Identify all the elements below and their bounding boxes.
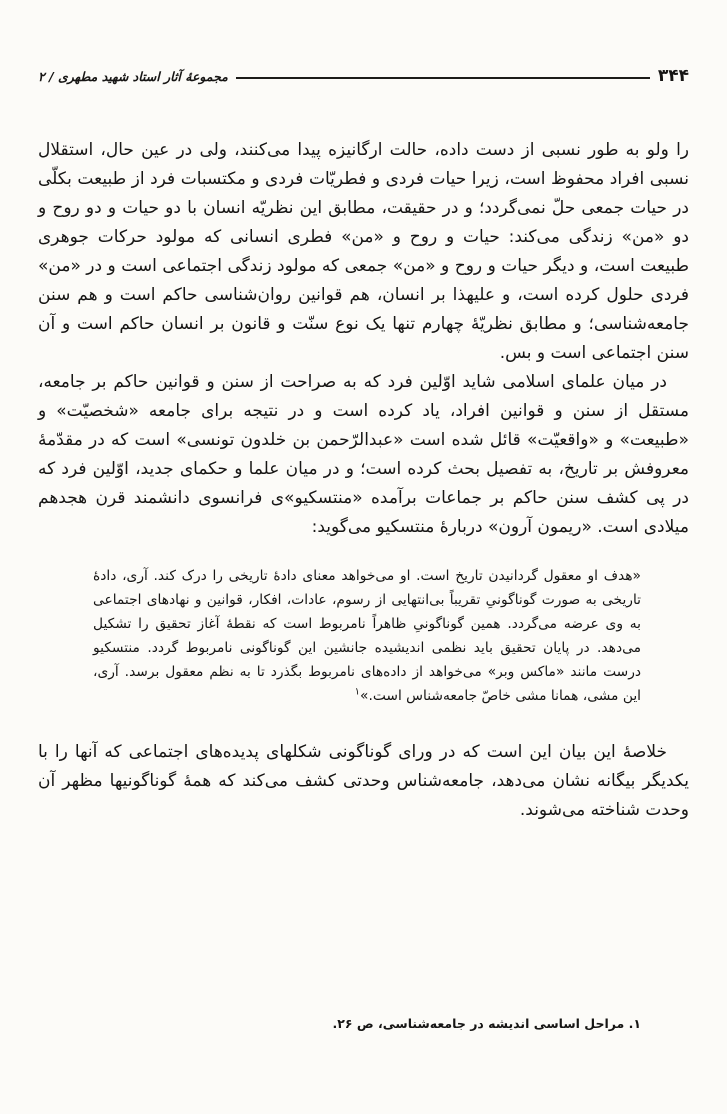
header-rule (236, 77, 650, 79)
page-body (38, 136, 689, 825)
header-book-title: مجموعهٔ آثار استاد شهید مطهری / ۲ (38, 68, 228, 84)
paragraph-continuation: را ولو به طور نسبی از دست داده، حالت ارگانیزه پیدا می‌کنند، ولی در عین حال، استقلال نسبی افراد محفوظ است، زیرا حیات فردی و فطریّات فردی و مکتسبات فرد از طبیعت بکلّی در حیات جمعی حلّ نمی‌گردد؛ و در حقیقت، مطابق این نظریّه انسان با دو حیات و دو روح و دو «من» زندگی می‌کند: حیات و روح و «من» فطری انسانی که مولود حرکات جوهری طبیعت است، و دیگر حیات و روح و «من» جمعی که مولود زندگی اجتماعی است و در «من» فردی حلول کرده است، و علیهذا بر انسان، هم قوانین روان‌شناسی حاکم است و هم سنن جامعه‌شناسی؛ و مطابق نظریّهٔ چهارم تنها یک نوع سنّت و قانون بر انسان حاکم است و آن سنن اجتماعی است و بس. (38, 140, 689, 363)
page-number: ۳۴۴ (657, 66, 689, 86)
closing-paragraph: خلاصهٔ این بیان این است که در ورای گوناگونی شکلهای پدیده‌های اجتماعی که آنها را با یکدیگر بیگانه نشان می‌دهد، جامعه‌شناس وحدتی کشف می‌کند که همهٔ گوناگونیها مظهر آن وحدت شناخته می‌شوند. (38, 742, 689, 820)
footnote-ref-marker: ۱ (354, 686, 361, 698)
quote-block (93, 564, 641, 708)
quote-text: «هدف او معقول گردانیدن تاریخ است. او می‌خواهد معنای دادهٔ تاریخی را درک کند. آری، دادهٔ تاریخی به صورت گوناگونیِ تقریباً بی‌انتهایی از رسوم، عادات، افکار، قوانین و نهادهای اجتماعی به وی عرضه می‌گردد. همین گوناگونیِ ظاهراً نامربوط است که نقطهٔ آغاز تحقیق را تشکیل می‌دهد. در پایان تحقیق باید نظمی اندیشیده جانشین این گوناگونی نامربوط گردد. منتسکیو درست مانند «ماکس وبر» می‌خواهد از داده‌های نامربوط بگذرد تا به نظم معقول برسد. آری، این مشی، همانا مشی خاصّ جامعه‌شناس است.» (93, 568, 641, 704)
footnote-text: ۱. مراحل اساسی اندیشه در جامعه‌شناسی، ص ۲۶. (332, 1016, 641, 1031)
footnote-area (38, 1014, 641, 1034)
paragraph-ibn-khaldun: در میان علمای اسلامی شاید اوّلین فرد که به صراحت از سنن و قوانین حاکم بر جامعه، مستقل از سنن و قوانین افراد، یاد کرده است و در نتیجه برای جامعه «شخصیّت» و «طبیعت» و «واقعیّت» قائل شده است «عبدالرّحمن بن خلدون تونسی» است که در مقدّمهٔ معروفش بر تاریخ، به تفصیل بحث کرده است؛ و در میان علما و حکمای جدید، اوّلین فرد که در پی کشف سنن حاکم بر جماعات برآمده «منتسکیو»ی فرانسوی دانشمند قرن هجدهم میلادی است. «ریمون آرون» دربارهٔ منتسکیو می‌گوید: (38, 372, 689, 537)
page-header (38, 66, 689, 86)
